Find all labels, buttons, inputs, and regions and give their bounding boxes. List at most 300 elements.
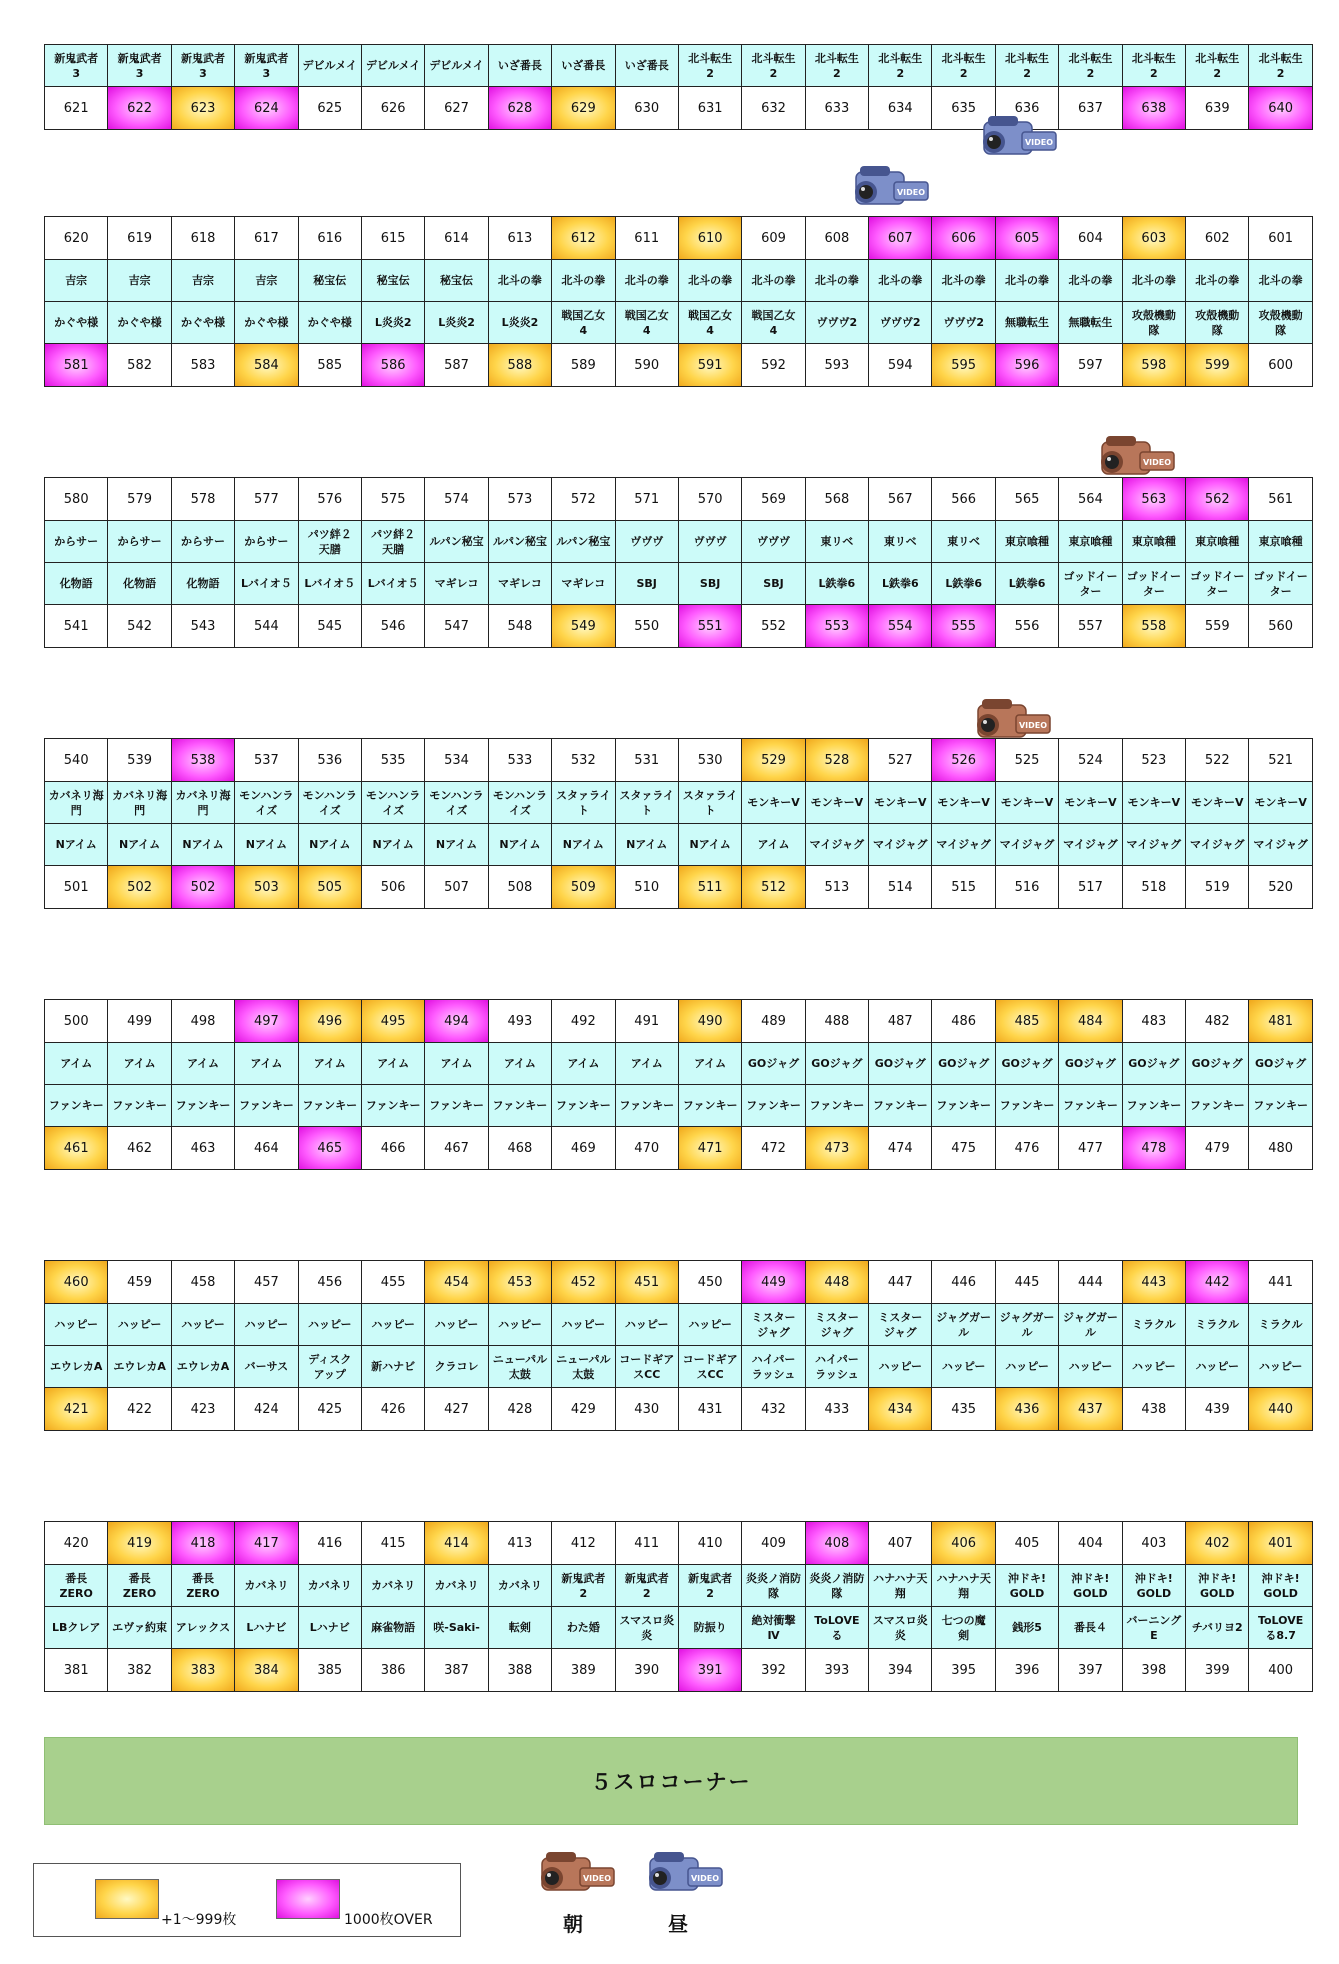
seat-number-cell: 425 [298, 1388, 361, 1431]
seat-number-cell: 570 [678, 478, 741, 521]
machine-name-cell: Nアイム [235, 824, 298, 866]
seat-number-cell: 482 [1186, 1000, 1249, 1043]
seat-number-cell: 608 [805, 217, 868, 260]
seat-number-cell: 444 [1059, 1261, 1122, 1304]
machine-name-cell: 北斗の拳 [805, 260, 868, 302]
machine-name-cell: アイム [361, 1043, 424, 1085]
svg-text:VIDEO: VIDEO [1142, 458, 1172, 467]
machine-name-cell: 吉宗 [45, 260, 108, 302]
seat-number-cell: 491 [615, 1000, 678, 1043]
machine-name-cell: ハイパー ラッシュ [805, 1346, 868, 1388]
seat-block [44, 477, 1313, 648]
machine-name-cell: Nアイム [171, 824, 234, 866]
machine-name-cell: L炎炎2 [425, 302, 488, 344]
machine-name-cell: 新鬼武者 2 [678, 1565, 741, 1607]
machine-name-cell: ファンキー [235, 1085, 298, 1127]
machine-name-cell: ジャグガー ル [995, 1304, 1058, 1346]
seat-number-cell: 446 [932, 1261, 995, 1304]
seat-number-cell: 518 [1122, 866, 1185, 909]
seat-number-cell: 451 [615, 1261, 678, 1304]
machine-name-row [45, 782, 1313, 824]
machine-name-cell: 番長 ZERO [171, 1565, 234, 1607]
machine-name-row [45, 1565, 1313, 1607]
machine-name-cell: 北斗の拳 [869, 260, 932, 302]
machine-name-cell: 北斗の拳 [1059, 260, 1122, 302]
machine-name-cell: ハッピー [552, 1304, 615, 1346]
seat-number-cell: 394 [869, 1649, 932, 1692]
seat-number-cell: 496 [298, 1000, 361, 1043]
seat-number-cell: 515 [932, 866, 995, 909]
machine-name-cell: 戦国乙女 4 [742, 302, 805, 344]
machine-name-cell: ファンキー [425, 1085, 488, 1127]
machine-name-cell: 転剣 [488, 1607, 551, 1649]
machine-name-cell: ハッピー [298, 1304, 361, 1346]
seat-number-cell: 383 [171, 1649, 234, 1692]
seat-number-cell: 531 [615, 739, 678, 782]
seat-number-cell: 580 [45, 478, 108, 521]
seat-number-cell: 401 [1249, 1522, 1312, 1565]
seat-number-cell: 470 [615, 1127, 678, 1170]
machine-name-cell: 吉宗 [235, 260, 298, 302]
seat-number-cell: 637 [1059, 87, 1122, 130]
machine-name-cell: 北斗転生 2 [869, 45, 932, 87]
machine-name-cell: Lハナビ [298, 1607, 361, 1649]
machine-name-cell: 新鬼武者 3 [171, 45, 234, 87]
machine-name-cell: 炎炎ノ消防 隊 [805, 1565, 868, 1607]
seat-number-cell: 596 [995, 344, 1058, 387]
seat-number-cell: 477 [1059, 1127, 1122, 1170]
machine-name-cell: アイム [45, 1043, 108, 1085]
seat-number-cell: 420 [45, 1522, 108, 1565]
machine-name-cell: アレックス [171, 1607, 234, 1649]
machine-name-cell: GOジャグ [995, 1043, 1058, 1085]
seat-number-cell: 427 [425, 1388, 488, 1431]
machine-name-cell: ジャグガー ル [1059, 1304, 1122, 1346]
seat-number-cell: 495 [361, 1000, 424, 1043]
machine-name-cell: L鉄拳6 [805, 563, 868, 605]
seat-number-cell: 588 [488, 344, 551, 387]
machine-name-cell: モンキーV [995, 782, 1058, 824]
machine-name-cell: 新鬼武者 2 [552, 1565, 615, 1607]
machine-name-cell: SBJ [742, 563, 805, 605]
seat-number-cell: 388 [488, 1649, 551, 1692]
machine-name-row [45, 1607, 1313, 1649]
machine-name-cell: 北斗転生 2 [1059, 45, 1122, 87]
machine-name-cell: マイジャグ [1186, 824, 1249, 866]
seat-number-cell: 621 [45, 87, 108, 130]
machine-name-cell: モンハンラ イズ [361, 782, 424, 824]
machine-name-cell: 無職転生 [995, 302, 1058, 344]
seat-number-cell: 507 [425, 866, 488, 909]
seat-number-cell: 528 [805, 739, 868, 782]
machine-name-cell: アイム [171, 1043, 234, 1085]
seat-number-cell: 408 [805, 1522, 868, 1565]
machine-name-cell: ゴッドイー ター [1059, 563, 1122, 605]
machine-name-cell: ミラクル [1249, 1304, 1312, 1346]
seat-number-cell: 576 [298, 478, 361, 521]
machine-name-cell: Lバイオ５ [361, 563, 424, 605]
seat-number-cell: 527 [869, 739, 932, 782]
machine-name-cell: 北斗の拳 [1122, 260, 1185, 302]
seat-number-cell: 564 [1059, 478, 1122, 521]
seat-number-cell: 511 [678, 866, 741, 909]
machine-name-cell: ファンキー [1186, 1085, 1249, 1127]
seat-number-cell: 422 [108, 1388, 171, 1431]
machine-name-cell: エウレカA [45, 1346, 108, 1388]
seat-number-cell: 433 [805, 1388, 868, 1431]
seat-number-cell: 489 [742, 1000, 805, 1043]
machine-name-cell: ディスク アップ [298, 1346, 361, 1388]
seat-number-cell: 562 [1186, 478, 1249, 521]
seat-number-cell: 554 [869, 605, 932, 648]
seat-number-cell: 534 [425, 739, 488, 782]
machine-name-row [45, 1043, 1313, 1085]
machine-name-cell: ハッピー [171, 1304, 234, 1346]
seat-number-cell: 406 [932, 1522, 995, 1565]
machine-name-cell: カバネリ海 門 [171, 782, 234, 824]
machine-name-cell: ハッピー [869, 1346, 932, 1388]
seat-number-cell: 536 [298, 739, 361, 782]
seat-number-cell: 391 [678, 1649, 741, 1692]
machine-name-cell: Lバイオ５ [235, 563, 298, 605]
machine-name-cell: いざ番長 [615, 45, 678, 87]
seat-number-cell: 617 [235, 217, 298, 260]
seat-number-cell: 607 [869, 217, 932, 260]
seat-number-row [45, 605, 1313, 648]
seat-number-cell: 399 [1186, 1649, 1249, 1692]
seat-number-cell: 541 [45, 605, 108, 648]
machine-name-cell: アイム [742, 824, 805, 866]
machine-name-cell: デビルメイ [425, 45, 488, 87]
seat-number-cell: 490 [678, 1000, 741, 1043]
seat-number-cell: 478 [1122, 1127, 1185, 1170]
seat-number-cell: 619 [108, 217, 171, 260]
seat-number-cell: 503 [235, 866, 298, 909]
seat-number-cell: 516 [995, 866, 1058, 909]
machine-name-cell: 東リベ [932, 521, 995, 563]
seat-number-cell: 468 [488, 1127, 551, 1170]
machine-name-cell: 戦国乙女 4 [678, 302, 741, 344]
seat-number-cell: 512 [742, 866, 805, 909]
machine-name-cell: パツ絆２ 天膳 [361, 521, 424, 563]
machine-name-cell: Nアイム [615, 824, 678, 866]
seat-number-cell: 513 [805, 866, 868, 909]
seat-number-cell: 463 [171, 1127, 234, 1170]
machine-name-cell: 北斗転生 2 [678, 45, 741, 87]
machine-name-cell: マイジャグ [1122, 824, 1185, 866]
machine-name-cell: エウレカA [171, 1346, 234, 1388]
seat-number-cell: 488 [805, 1000, 868, 1043]
machine-name-cell: Nアイム [488, 824, 551, 866]
seat-number-cell: 620 [45, 217, 108, 260]
seat-number-cell: 474 [869, 1127, 932, 1170]
machine-name-cell: L鉄拳6 [932, 563, 995, 605]
seat-number-cell: 639 [1186, 87, 1249, 130]
seat-number-cell: 584 [235, 344, 298, 387]
machine-name-cell: Nアイム [552, 824, 615, 866]
machine-name-cell: 攻殻機動 隊 [1122, 302, 1185, 344]
seat-number-cell: 405 [995, 1522, 1058, 1565]
machine-name-cell: カバネリ [488, 1565, 551, 1607]
seat-number-cell: 543 [171, 605, 234, 648]
seat-number-cell: 616 [298, 217, 361, 260]
machine-name-cell: 北斗転生 2 [995, 45, 1058, 87]
seat-number-cell: 640 [1249, 87, 1312, 130]
machine-name-cell: カバネリ [298, 1565, 361, 1607]
machine-name-cell: 東京喰種 [1186, 521, 1249, 563]
machine-name-cell: コードギア スCC [678, 1346, 741, 1388]
seat-number-cell: 500 [45, 1000, 108, 1043]
machine-name-cell: ルパン秘宝 [425, 521, 488, 563]
seat-number-cell: 526 [932, 739, 995, 782]
machine-name-cell: Nアイム [678, 824, 741, 866]
seat-number-cell: 538 [171, 739, 234, 782]
seat-number-cell: 397 [1059, 1649, 1122, 1692]
machine-name-cell: マギレコ [488, 563, 551, 605]
machine-name-cell: 番長４ [1059, 1607, 1122, 1649]
machine-name-cell: からサー [235, 521, 298, 563]
machine-name-cell: マイジャグ [1059, 824, 1122, 866]
seat-number-cell: 547 [425, 605, 488, 648]
seat-number-cell: 480 [1249, 1127, 1312, 1170]
machine-name-row [45, 302, 1313, 344]
seat-number-row [45, 1388, 1313, 1431]
machine-name-cell: かぐや様 [171, 302, 234, 344]
seat-number-cell: 553 [805, 605, 868, 648]
machine-name-cell: モンハンラ イズ [425, 782, 488, 824]
machine-name-cell: ヴヴヴ2 [805, 302, 868, 344]
seat-number-cell: 557 [1059, 605, 1122, 648]
seat-number-cell: 423 [171, 1388, 234, 1431]
seat-number-cell: 464 [235, 1127, 298, 1170]
seat-number-cell: 546 [361, 605, 424, 648]
machine-name-cell: ハッピー [678, 1304, 741, 1346]
seat-number-cell: 455 [361, 1261, 424, 1304]
machine-name-cell: Lバイオ５ [298, 563, 361, 605]
seat-number-cell: 387 [425, 1649, 488, 1692]
machine-name-cell: SBJ [678, 563, 741, 605]
seat-number-cell: 626 [361, 87, 424, 130]
seat-number-cell: 473 [805, 1127, 868, 1170]
machine-name-cell: SBJ [615, 563, 678, 605]
seat-number-cell: 603 [1122, 217, 1185, 260]
seat-number-cell: 532 [552, 739, 615, 782]
seat-number-cell: 633 [805, 87, 868, 130]
machine-name-cell: ヴヴヴ [678, 521, 741, 563]
seat-number-cell: 441 [1249, 1261, 1312, 1304]
machine-name-cell: 北斗の拳 [932, 260, 995, 302]
seat-number-cell: 598 [1122, 344, 1185, 387]
machine-name-cell: 北斗転生 2 [1122, 45, 1185, 87]
machine-name-cell: モンキーV [1059, 782, 1122, 824]
machine-name-cell: 新鬼武者 3 [235, 45, 298, 87]
seat-number-cell: 436 [995, 1388, 1058, 1431]
machine-name-cell: Nアイム [361, 824, 424, 866]
machine-name-cell: ファンキー [45, 1085, 108, 1127]
seat-number-cell: 398 [1122, 1649, 1185, 1692]
legend-gold-label: +1～999枚 [161, 1912, 237, 1928]
machine-name-cell: 防振り [678, 1607, 741, 1649]
seat-number-cell: 577 [235, 478, 298, 521]
svg-text:VIDEO: VIDEO [690, 1874, 720, 1883]
seat-number-cell: 476 [995, 1127, 1058, 1170]
machine-name-cell: マギレコ [425, 563, 488, 605]
seat-number-cell: 457 [235, 1261, 298, 1304]
machine-name-cell: ToLOVE る8.7 [1249, 1607, 1312, 1649]
machine-name-cell: 北斗の拳 [995, 260, 1058, 302]
machine-name-cell: ハッピー [615, 1304, 678, 1346]
machine-name-cell: GOジャグ [932, 1043, 995, 1085]
machine-name-cell: からサー [171, 521, 234, 563]
seat-number-cell: 472 [742, 1127, 805, 1170]
machine-name-cell: 北斗転生 2 [1186, 45, 1249, 87]
seat-number-cell: 605 [995, 217, 1058, 260]
machine-name-cell: 北斗の拳 [488, 260, 551, 302]
seat-number-cell: 523 [1122, 739, 1185, 782]
machine-name-cell: ハッピー [488, 1304, 551, 1346]
machine-name-cell: ファンキー [171, 1085, 234, 1127]
machine-name-cell: スマスロ炎 炎 [869, 1607, 932, 1649]
machine-name-cell: いざ番長 [488, 45, 551, 87]
seat-number-cell: 559 [1186, 605, 1249, 648]
machine-name-cell: ヴヴヴ [615, 521, 678, 563]
seat-number-row [45, 344, 1313, 387]
machine-name-cell: 麻雀物語 [361, 1607, 424, 1649]
machine-name-cell: わた婚 [552, 1607, 615, 1649]
machine-name-cell: 東リベ [805, 521, 868, 563]
machine-name-cell: 北斗転生 2 [932, 45, 995, 87]
seat-number-cell: 627 [425, 87, 488, 130]
seat-number-cell: 438 [1122, 1388, 1185, 1431]
seat-number-cell: 502 [108, 866, 171, 909]
machine-name-cell: L炎炎2 [361, 302, 424, 344]
machine-name-cell: アイム [552, 1043, 615, 1085]
machine-name-row [45, 563, 1313, 605]
seat-number-cell: 400 [1249, 1649, 1312, 1692]
noon-camera-icon [640, 1848, 724, 1904]
seat-number-cell: 556 [995, 605, 1058, 648]
machine-name-cell: 北斗の拳 [742, 260, 805, 302]
machine-name-cell: ハッピー [108, 1304, 171, 1346]
seat-number-cell: 440 [1249, 1388, 1312, 1431]
machine-name-row [45, 1346, 1313, 1388]
seat-number-cell: 622 [108, 87, 171, 130]
seat-number-cell: 417 [235, 1522, 298, 1565]
seat-number-cell: 461 [45, 1127, 108, 1170]
seat-number-cell: 415 [361, 1522, 424, 1565]
seat-number-cell: 601 [1249, 217, 1312, 260]
seat-block [44, 1521, 1313, 1692]
morning-label: 朝 [563, 1912, 583, 1936]
machine-name-cell: GOジャグ [1059, 1043, 1122, 1085]
seat-number-cell: 612 [552, 217, 615, 260]
seat-number-cell: 595 [932, 344, 995, 387]
seat-number-cell: 487 [869, 1000, 932, 1043]
seat-number-cell: 589 [552, 344, 615, 387]
machine-name-cell: マイジャグ [869, 824, 932, 866]
machine-name-cell: L鉄拳6 [995, 563, 1058, 605]
machine-name-cell: ルパン秘宝 [552, 521, 615, 563]
machine-name-cell: モンハンラ イズ [488, 782, 551, 824]
seat-number-cell: 452 [552, 1261, 615, 1304]
machine-name-cell: 北斗転生 2 [1249, 45, 1312, 87]
seat-number-cell: 535 [361, 739, 424, 782]
seat-number-cell: 592 [742, 344, 805, 387]
machine-name-cell: モンキーV [1186, 782, 1249, 824]
seat-number-cell: 591 [678, 344, 741, 387]
seat-number-cell: 618 [171, 217, 234, 260]
machine-name-cell: アイム [108, 1043, 171, 1085]
seat-number-cell: 404 [1059, 1522, 1122, 1565]
seat-number-cell: 382 [108, 1649, 171, 1692]
machine-name-cell: ハッピー [235, 1304, 298, 1346]
machine-name-cell: カバネリ [361, 1565, 424, 1607]
machine-name-cell: バーサス [235, 1346, 298, 1388]
video-camera-icon [974, 112, 1058, 168]
seat-number-cell: 537 [235, 739, 298, 782]
seat-number-cell: 418 [171, 1522, 234, 1565]
seat-number-cell: 611 [615, 217, 678, 260]
machine-name-cell: 北斗の拳 [615, 260, 678, 302]
video-camera-icon [846, 162, 930, 218]
machine-name-cell: ファンキー [108, 1085, 171, 1127]
machine-name-cell: GOジャグ [1122, 1043, 1185, 1085]
seat-number-cell: 574 [425, 478, 488, 521]
machine-name-cell: マイジャグ [805, 824, 868, 866]
seat-number-cell: 602 [1186, 217, 1249, 260]
seat-number-cell: 386 [361, 1649, 424, 1692]
seat-number-cell: 631 [678, 87, 741, 130]
seat-number-cell: 442 [1186, 1261, 1249, 1304]
seat-number-cell: 410 [678, 1522, 741, 1565]
seat-number-row [45, 217, 1313, 260]
seat-number-cell: 590 [615, 344, 678, 387]
machine-name-cell: モンキーV [932, 782, 995, 824]
machine-name-cell: ハッピー [361, 1304, 424, 1346]
machine-name-cell: ファンキー [1122, 1085, 1185, 1127]
machine-name-cell: 化物語 [108, 563, 171, 605]
seat-number-cell: 510 [615, 866, 678, 909]
machine-name-cell: ファンキー [298, 1085, 361, 1127]
seat-number-cell: 615 [361, 217, 424, 260]
seat-block [44, 44, 1313, 130]
machine-name-cell: ゴッドイー ター [1122, 563, 1185, 605]
seat-number-row [45, 1649, 1313, 1692]
machine-name-cell: 沖ドキ! GOLD [1186, 1565, 1249, 1607]
machine-name-cell: コードギア スCC [615, 1346, 678, 1388]
seat-block [44, 738, 1313, 909]
seat-number-cell: 396 [995, 1649, 1058, 1692]
seat-number-cell: 456 [298, 1261, 361, 1304]
machine-name-cell: エヴァ約束 [108, 1607, 171, 1649]
machine-name-cell: 沖ドキ! GOLD [1249, 1565, 1312, 1607]
machine-name-cell: 攻殻機動 隊 [1186, 302, 1249, 344]
seat-number-cell: 432 [742, 1388, 805, 1431]
seat-number-cell: 506 [361, 866, 424, 909]
machine-name-cell: スマスロ炎 炎 [615, 1607, 678, 1649]
machine-name-cell: デビルメイ [361, 45, 424, 87]
seat-number-cell: 494 [425, 1000, 488, 1043]
machine-name-cell: ハッピー [1059, 1346, 1122, 1388]
seat-number-cell: 540 [45, 739, 108, 782]
machine-name-cell: デビルメイ [298, 45, 361, 87]
seat-number-cell: 542 [108, 605, 171, 648]
seat-number-cell: 413 [488, 1522, 551, 1565]
machine-name-cell: ファンキー [615, 1085, 678, 1127]
machine-name-cell: 東リベ [869, 521, 932, 563]
machine-name-row [45, 45, 1313, 87]
machine-name-cell: モンキーV [805, 782, 868, 824]
